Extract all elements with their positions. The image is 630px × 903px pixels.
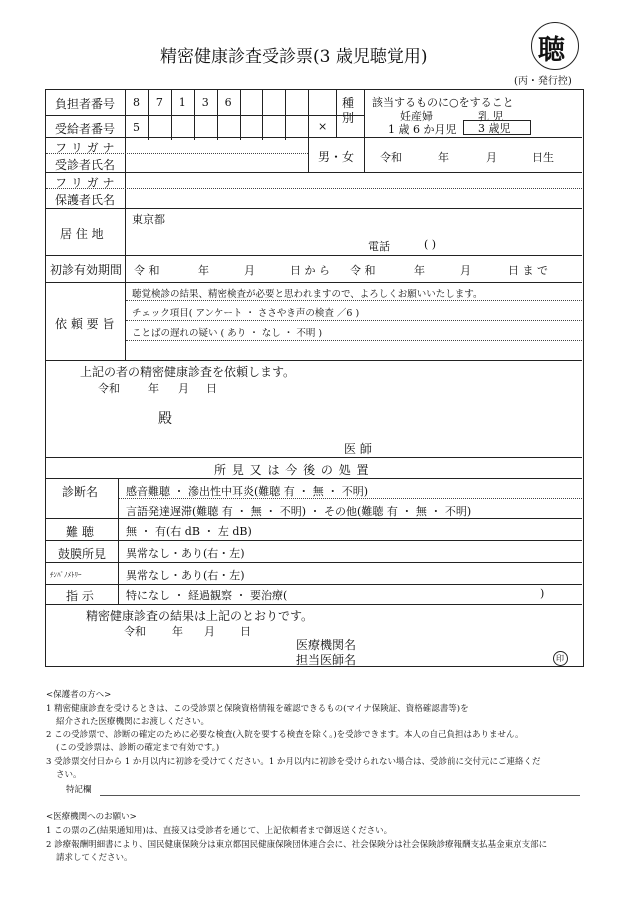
burden-digit[interactable]: 8	[133, 96, 140, 109]
validity-year-2: 年	[414, 264, 425, 277]
guardian-note-1b: 紹介された医療機関にお渡しください。	[56, 717, 210, 727]
stamp-char: 印	[556, 654, 564, 663]
guardian-name-label: 保護者氏名	[55, 193, 116, 207]
burden-digit[interactable]: 3	[201, 96, 209, 109]
phone-field[interactable]: ( )	[424, 238, 437, 251]
special-field-line[interactable]	[100, 795, 580, 796]
type-pregnant[interactable]: 妊産婦	[400, 110, 433, 123]
request-date-year: 年	[148, 382, 159, 395]
request-label: 依 頼 要 旨	[55, 317, 115, 331]
request-date-era: 令和	[98, 382, 120, 395]
birth-day: 日生	[532, 151, 554, 164]
recipient-cell-divider	[262, 115, 263, 140]
clinic-note-2b: 請求してください。	[56, 853, 133, 863]
burden-cell-divider	[308, 90, 309, 115]
hearing-loss-value: 無 ・ 有(右 dB ・ 左 dB)	[126, 525, 252, 538]
validity-era-1: 令 和	[134, 264, 160, 277]
burden-cell-divider	[240, 90, 241, 115]
result-date-month: 月	[204, 625, 215, 638]
request-doctor: 医 師	[344, 442, 372, 456]
burden-digit[interactable]: 6	[224, 96, 232, 109]
hearing-seal-char: 聴	[538, 35, 565, 66]
diagnosis-line-2: 言語発達遅滞(難聴 有 ・ 無 ・ 不明) ・ その他(難聴 有 ・ 無 ・ 不明)	[126, 505, 472, 518]
result-date-year: 年	[172, 625, 183, 638]
type-3y[interactable]: 3 歳児	[478, 122, 511, 135]
guardian-notes-header: <保護者の方へ>	[46, 690, 112, 700]
validity-label: 初診有効期間	[50, 263, 123, 277]
guardian-note-3b: さい。	[56, 770, 82, 780]
birth-era: 令和	[380, 151, 402, 164]
result-date-era: 令和	[124, 625, 146, 638]
patient-name-label: 受診者氏名	[55, 158, 116, 172]
eardrum-value: 異常なし・あり(右・左)	[126, 547, 245, 560]
clinic-note-1: 1 この票の乙(結果通知用)は、直接又は受診者を通じて、上記依頼者まで御返送ください。	[46, 826, 393, 836]
address-value: 東京都	[132, 213, 165, 226]
recipient-label: 受給者番号	[55, 122, 116, 136]
recipient-cell-divider	[217, 115, 218, 140]
validity-month-2: 月	[460, 264, 471, 277]
tympanometry-value: 異常なし・あり(右・左)	[126, 569, 245, 582]
recipient-cell-divider	[171, 115, 172, 140]
type-18months[interactable]: 1 歳 6 か月児	[388, 123, 457, 136]
request-line-1: 聴覚検診の結果、精密検査が必要と思われますので、よろしくお願いいたします。	[132, 289, 483, 300]
copy-note: (丙・発行控)	[514, 76, 572, 87]
institution-name-label: 医療機関名	[296, 638, 357, 652]
tympanometry-label: ﾁﾝﾊﾟﾉﾒﾄﾘｰ	[50, 571, 82, 579]
doctor-name-label: 担当医師名	[296, 653, 357, 667]
instruction-label: 指 示	[66, 589, 94, 603]
phone-label: 電話	[368, 240, 390, 253]
burden-label: 負担者番号	[55, 97, 116, 111]
request-date-day: 日	[206, 382, 217, 395]
validity-from: 日 か ら	[290, 264, 330, 277]
request-text: 上記の者の精密健康診査を依頼します。	[80, 365, 296, 379]
request-line-2: チェック項目( アンケート ・ ささやき声の検査 ／6 )	[132, 308, 360, 319]
burden-digit[interactable]: 7	[155, 96, 163, 109]
recipient-cell-divider	[240, 115, 241, 140]
recipient-digit[interactable]: 5	[133, 121, 140, 134]
burden-cell-divider	[285, 90, 286, 115]
guardian-note-2a: 2 この受診票で、診断の確定のために必要な検査(入院を要する検査を除く。)を受診できます。本人の自己負担はありません。	[46, 730, 524, 740]
clinic-note-2a: 2 診療報酬明細書により、国民健康保険分は東京都国民健康保険団体連合会に、社会保険分は社会保険診療報酬支払基金東京支部に	[46, 840, 548, 850]
special-label: 特記欄	[66, 785, 92, 795]
request-dono: 殿	[158, 411, 172, 427]
instruction-close: )	[540, 587, 545, 600]
type-label: 種別	[342, 96, 355, 125]
hearing-loss-label: 難 聴	[66, 525, 94, 539]
recipient-x: ×	[318, 120, 328, 133]
recipient-cell-divider	[148, 115, 149, 140]
furigana-label-2: フ リ ガ ナ	[55, 176, 115, 190]
furigana-label-1: フ リ ガ ナ	[55, 141, 115, 155]
validity-era-2: 令 和	[350, 264, 376, 277]
result-text: 精密健康診査の結果は上記のとおりです。	[86, 609, 314, 623]
birth-month: 月	[486, 151, 497, 164]
burden-digit[interactable]: 1	[178, 96, 186, 109]
address-label: 居 住 地	[60, 227, 104, 241]
birth-year: 年	[438, 151, 449, 164]
validity-month-1: 月	[244, 264, 255, 277]
request-date-month: 月	[178, 382, 189, 395]
burden-cell-divider	[262, 90, 263, 115]
diagnosis-line-1: 感音難聴 ・ 滲出性中耳炎(難聴 有 ・ 無 ・ 不明)	[126, 485, 369, 498]
result-date-day: 日	[240, 625, 251, 638]
validity-until: 日 ま で	[508, 264, 548, 277]
request-line-3: ことばの遅れの疑い ( あり ・ なし ・ 不明 )	[132, 328, 323, 339]
instruction-value: 特になし ・ 経過観察 ・ 要治療(	[126, 589, 288, 602]
page-title: 精密健康診査受診票(3 歳児聴覚用)	[160, 47, 428, 67]
sex-select[interactable]: 男・女	[318, 150, 355, 164]
validity-year-1: 年	[198, 264, 209, 277]
recipient-cell-divider	[194, 115, 195, 140]
guardian-note-2b: (この受診票は、診断の確定まで有効です。)	[56, 743, 220, 753]
guardian-note-1a: 1 精密健康診査を受けるときは、この受診票と保険資格情報を確認できるもの(マイナ保険証、資格確認書等)を	[46, 704, 469, 714]
type-infant[interactable]: 乳 児	[478, 110, 504, 123]
findings-header: 所 見 又 は 今 後 の 処 置	[214, 463, 370, 477]
guardian-note-3a: 3 受診票交付日から 1 か月以内に初診を受けてください。1 か月以内に初診を受けられない場合は、受診前に交付元にご連絡くだ	[46, 757, 541, 767]
type-instruction: 該当するものに○をすること	[372, 96, 514, 109]
recipient-cell-divider	[285, 115, 286, 140]
eardrum-label: 鼓膜所見	[58, 547, 107, 561]
diagnosis-label: 診断名	[62, 485, 99, 499]
clinic-notes-header: <医療機関へのお願い>	[46, 812, 137, 822]
